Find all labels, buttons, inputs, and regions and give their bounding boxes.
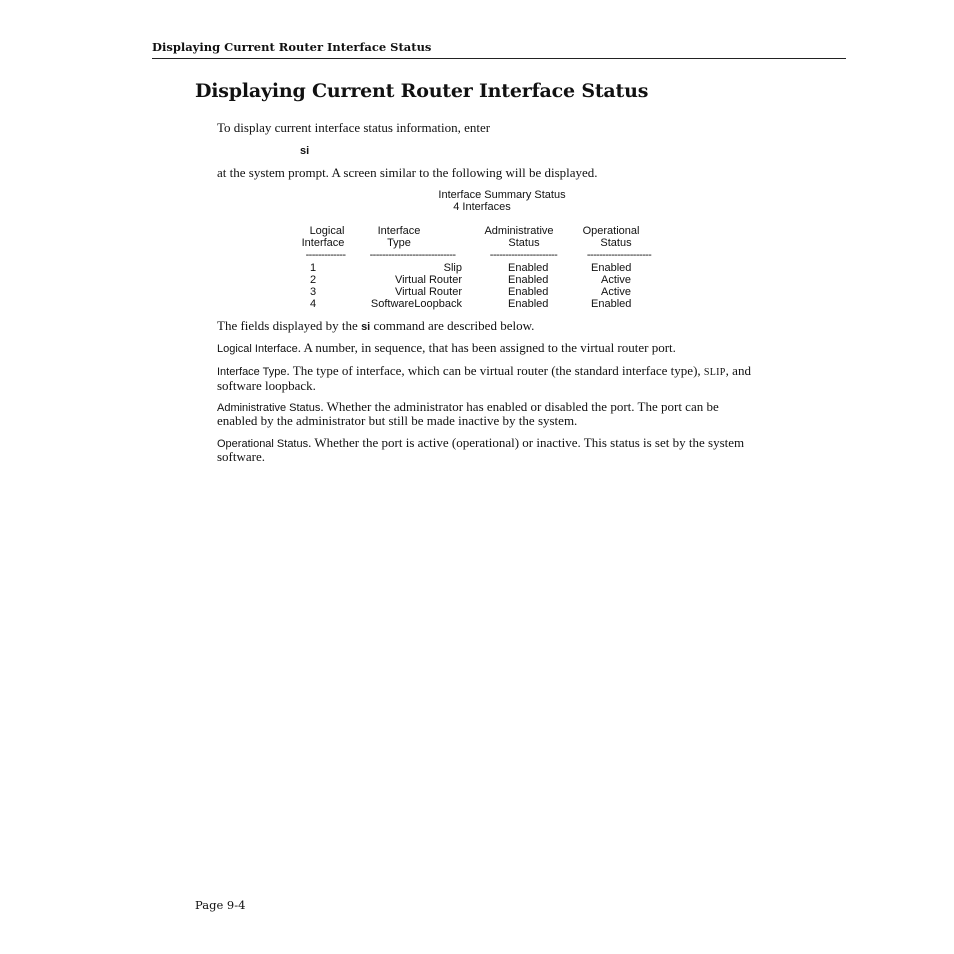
definition-administrative-status xyxy=(217,401,757,427)
command-si: si xyxy=(300,145,310,157)
cell-admin: Enabled xyxy=(508,298,549,310)
cell-logical: 1 xyxy=(310,262,317,274)
fields-intro-after: command are described below. xyxy=(373,318,535,333)
intro-text: To display current interface status information, enter xyxy=(217,120,491,135)
col-header-admin-2: Status xyxy=(508,237,540,249)
cell-admin: Enabled xyxy=(508,274,549,286)
definition-text: . The type of interface, which can be virtual router (the standard interface type), xyxy=(286,363,701,378)
col-header-admin-1: Administrative xyxy=(484,225,554,237)
definition-text: . A number, in sequence, that has been assigned to the virtual router port. xyxy=(297,340,676,355)
header-rule xyxy=(152,58,846,59)
cell-admin: Enabled xyxy=(508,286,549,298)
definition-term: Interface Type xyxy=(217,366,287,378)
col-header-type-2: Type xyxy=(387,237,411,249)
definition-text: . Whether the port is active (operational) or inactive. This status is set by the system software. xyxy=(217,435,745,464)
col-header-type-1: Interface xyxy=(377,225,421,237)
cell-type: Slip xyxy=(443,262,462,274)
cell-type: SoftwareLoopback xyxy=(370,298,462,310)
definition-text-b: , and software loopback. xyxy=(217,363,751,393)
definition-interface-type xyxy=(217,365,757,392)
cell-oper: Active xyxy=(601,274,631,286)
screen-heading-2: 4 Interfaces xyxy=(453,201,511,213)
cell-type: Virtual Router xyxy=(394,274,462,286)
running-header: Displaying Current Router Interface Status xyxy=(152,40,432,54)
col-divider-oper: --------------------- xyxy=(586,249,652,261)
fields-intro-command: si xyxy=(361,321,371,333)
col-header-logical-1: Logical xyxy=(309,225,345,237)
section-title: Displaying Current Router Interface Status xyxy=(195,80,649,102)
definition-text: . Whether the administrator has enabled or disabled the port. The port can be enabled by the administrator but still be made inactive by the system. xyxy=(217,399,719,428)
page-number: Page 9-4 xyxy=(195,898,246,912)
col-header-oper-2: Status xyxy=(600,237,632,249)
fields-intro xyxy=(217,319,534,334)
screen-heading-1: Interface Summary Status xyxy=(438,189,566,201)
definition-logical-interface xyxy=(217,342,757,356)
col-divider-type: ---------------------------- xyxy=(369,249,456,261)
cell-oper: Enabled xyxy=(591,298,632,310)
col-header-logical-2: Interface xyxy=(301,237,345,249)
definition-operational-status xyxy=(217,437,757,463)
col-divider-admin: ---------------------- xyxy=(489,249,558,261)
cell-logical: 3 xyxy=(310,286,317,298)
cell-logical: 4 xyxy=(310,298,317,310)
cell-oper: Active xyxy=(601,286,631,298)
definition-slip: SLIP xyxy=(703,367,726,378)
definition-term: Operational Status xyxy=(217,438,309,450)
cell-logical: 2 xyxy=(310,274,317,286)
cell-admin: Enabled xyxy=(508,262,549,274)
cell-oper: Enabled xyxy=(591,262,632,274)
col-divider-logical: ------------- xyxy=(305,249,346,261)
definition-term: Administrative Status xyxy=(217,402,321,414)
col-header-oper-1: Operational xyxy=(582,225,640,237)
fields-intro-before: The fields displayed by the xyxy=(217,318,358,333)
definition-term: Logical Interface xyxy=(217,343,298,355)
after-command-text: at the system prompt. A screen similar to the following will be displayed. xyxy=(217,165,598,180)
cell-type: Virtual Router xyxy=(394,286,462,298)
